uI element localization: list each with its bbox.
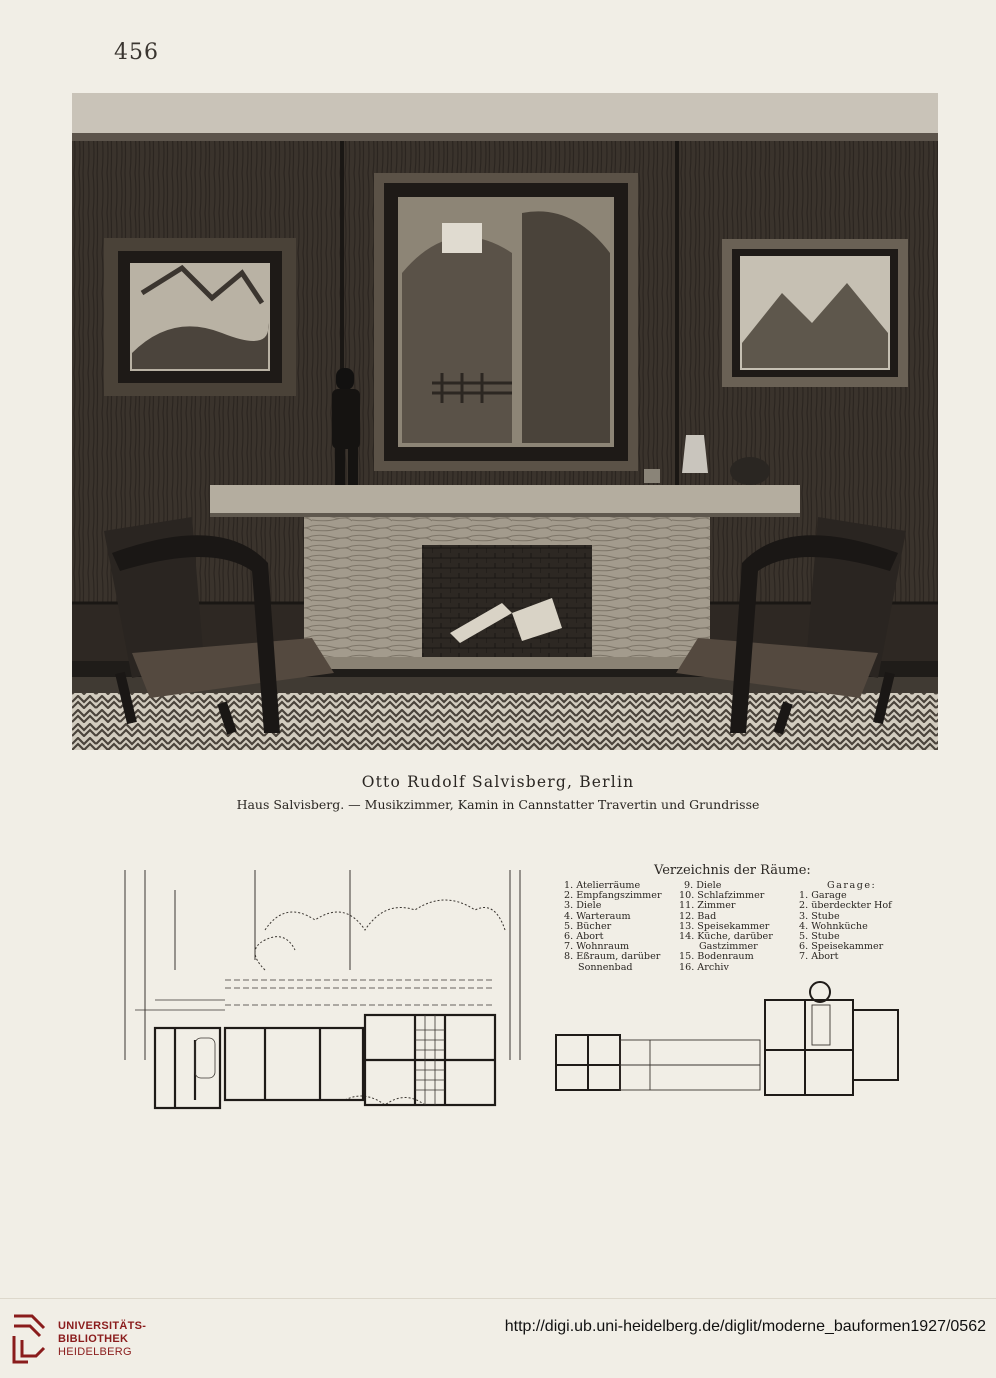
legend-item: 14. Küche, darüber: [679, 931, 773, 943]
caption-title: Otto Rudolf Salvisberg, Berlin: [361, 773, 635, 791]
fireplace-photo-illustration: [72, 93, 938, 750]
legend-item: 15. Bodenraum: [679, 951, 754, 963]
legend-item: 5. Bücher: [564, 920, 612, 932]
legend-item: 10. Schlafzimmer: [679, 890, 765, 902]
legend-column-house-2: [679, 881, 773, 973]
caption-subtitle: Haus Salvisberg. — Musikzimmer, Kamin in Cannstatter Travertin und Grundrisse: [236, 797, 760, 812]
floor-plan-upper-and-garage: [550, 980, 900, 1100]
legend-item: 3. Stube: [799, 910, 840, 922]
legend-garage-heading: Garage:: [827, 880, 877, 891]
library-name: [58, 1320, 146, 1359]
legend-item: 7. Abort: [799, 951, 839, 963]
library-name-line-3: HEIDELBERG: [58, 1346, 132, 1358]
floor-plan-house: [115, 860, 535, 1140]
legend-item: 3. Diele: [564, 900, 602, 912]
library-name-line-1: UNIVERSITÄTS-: [58, 1320, 147, 1332]
legend-item: 12. Bad: [679, 910, 717, 922]
legend-item: 11. Zimmer: [679, 900, 736, 912]
legend-item: 2. Empfangszimmer: [564, 890, 662, 902]
legend-column-house-1: [564, 881, 662, 973]
legend-item: 4. Wohnküche: [799, 920, 868, 932]
legend-item: Gastzimmer: [699, 941, 758, 953]
legend-item: 2. überdeckter Hof: [799, 900, 892, 912]
legend-item: 6. Abort: [564, 931, 604, 943]
legend-item: 1. Atelierräume: [564, 880, 641, 891]
legend-item: 13. Speisekammer: [679, 920, 770, 932]
legend-item: 9. Diele: [684, 880, 722, 891]
legend-item: 1. Garage: [799, 890, 847, 902]
legend-item: Sonnenbad: [578, 961, 633, 973]
university-library-logo-icon: [10, 1310, 48, 1368]
legend-item: 8. Eßraum, darüber: [564, 951, 661, 963]
page-number: 456: [114, 40, 159, 65]
footer-divider: [0, 1298, 996, 1299]
library-name-line-2: BIBLIOTHEK: [58, 1333, 129, 1345]
legend-item: 6. Speisekammer: [799, 941, 884, 953]
interior-photo: [72, 93, 938, 750]
legend-column-garage: [799, 881, 892, 963]
source-url-link[interactable]: http://digi.ub.uni-heidelberg.de/diglit/moderne_bauformen1927/0562: [504, 1318, 986, 1335]
legend-item: 4. Warteraum: [564, 910, 631, 922]
legend-item: 5. Stube: [799, 931, 840, 943]
legend-title: Verzeichnis der Räume:: [654, 863, 811, 878]
legend-item: 16. Archiv: [679, 961, 729, 973]
legend-item: 7. Wohnraum: [564, 941, 630, 953]
